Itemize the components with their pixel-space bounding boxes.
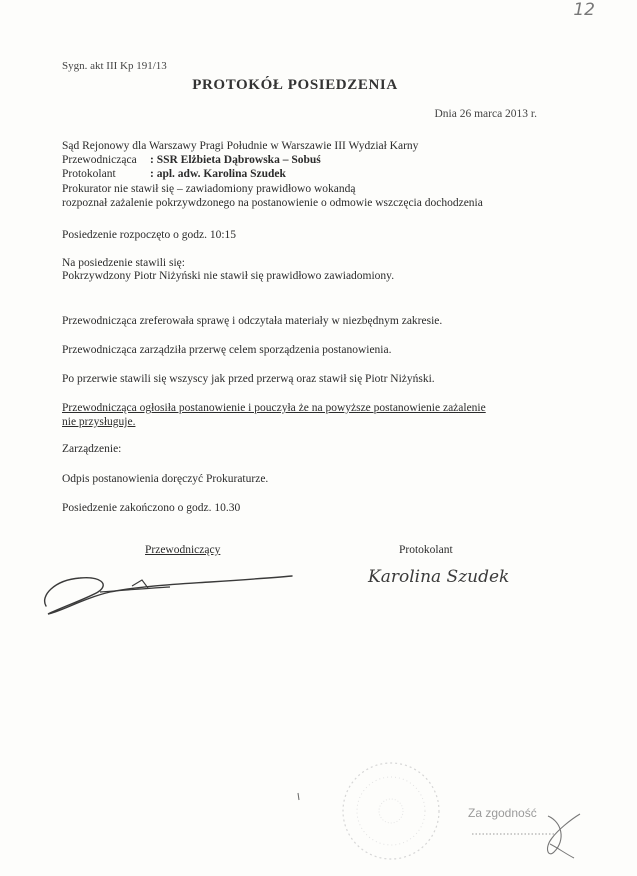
paragraph-ruling-line1: Przewodnicząca ogłosiła postanowienie i pouczyła że na powyższe postanowienie zażalenie [62, 402, 486, 414]
clerk-label: Protokolant [62, 168, 116, 180]
chair-signature-label: Przewodniczący [145, 544, 221, 556]
paragraph-resume: Po przerwie stawili się wszyscy jak przed przerwą oraz stawił się Piotr Niżyński. [62, 373, 435, 385]
appeared-line: Pokrzywdzony Piotr Niżyński nie stawił się prawidłowo zawiadomiony. [62, 270, 395, 282]
paragraph-break: Przewodnicząca zarządziła przerwę celem sporządzenia postanowienia. [62, 344, 392, 356]
pen-mark [296, 792, 302, 802]
session-start: Posiedzenie rozpoczęto o godz. 10:15 [62, 229, 237, 241]
chair-label: Przewodnicząca [62, 154, 137, 166]
chair-row [62, 154, 321, 166]
paragraph-referral: Przewodnicząca zreferowała sprawę i odczytała materiały w niezbędnym zakresie. [62, 315, 443, 327]
paragraph-ruling-line2: nie przysługuje. [62, 416, 136, 428]
chair-value: : SSR Elżbieta Dąbrowska – Sobuś [150, 154, 321, 166]
clerk-value: : apl. adw. Karolina Szudek [150, 168, 286, 180]
subject-line: rozpoznał zażalenie pokrzywdzonego na postanowienie o odmowie wszczęcia dochodzenia [62, 197, 483, 209]
document-date: Dnia 26 marca 2013 r. [434, 108, 537, 120]
order-line: Odpis postanowienia doręczyć Prokuraturze. [62, 473, 269, 485]
chair-signature [40, 562, 300, 622]
session-end: Posiedzenie zakończono o godz. 10.30 [62, 502, 241, 514]
page-number: 12 [573, 0, 595, 20]
certification-dotline [470, 812, 590, 862]
certification-stamp: Za zgodność [468, 806, 537, 820]
court-name: Sąd Rejonowy dla Warszawy Pragi Południe w Warszawie III Wydział Karny [62, 140, 419, 152]
court-stamp [336, 756, 446, 866]
prosecutor-line: Prokurator nie stawił się – zawiadomiony prawidłowo wokandą [62, 183, 356, 195]
clerk-row [62, 168, 286, 180]
clerk-signature [366, 560, 546, 594]
clerk-signature-label: Protokolant [399, 544, 453, 556]
appeared-heading: Na posiedzenie stawili się: [62, 257, 185, 269]
clerk-signature-text: Karolina Szudek [368, 567, 510, 587]
order-heading: Zarządzenie: [62, 443, 122, 455]
case-signature: Sygn. akt III Kp 191/13 [62, 60, 167, 72]
document-title: PROTOKÓŁ POSIEDZENIA [192, 77, 398, 93]
